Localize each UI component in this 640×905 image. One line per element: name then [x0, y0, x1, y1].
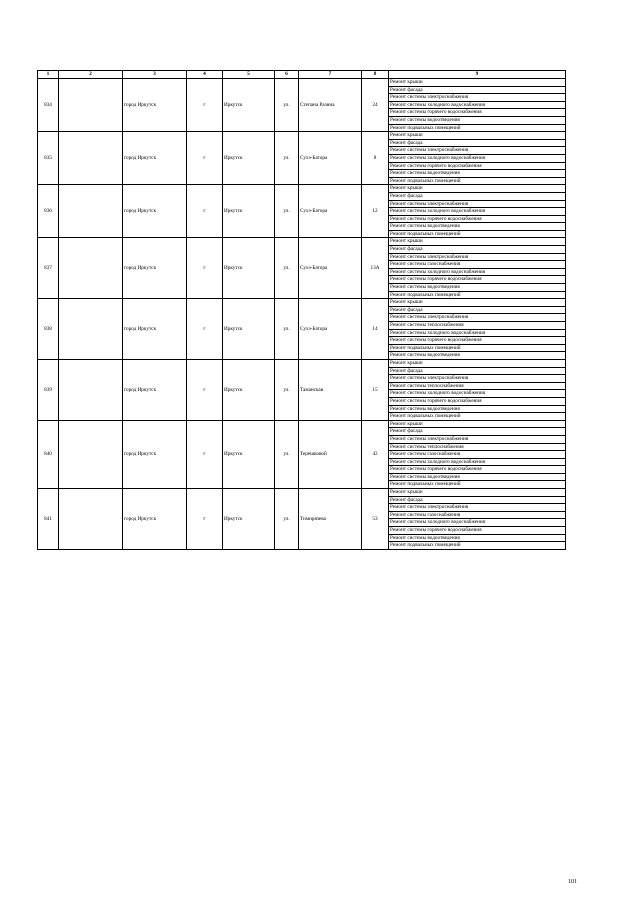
work-item: Ремонт системы горячего водоснабжения: [389, 215, 566, 223]
cell-c5: Иркутск: [223, 299, 275, 360]
work-item: Ремонт фасада: [389, 367, 566, 375]
cell-c7: Сухэ-Батора: [299, 238, 362, 299]
work-item: Ремонт системы электроснабжения: [389, 200, 566, 208]
cell-c7: Сухэ-Батора: [299, 299, 362, 360]
cell-c3: город Иркутск: [123, 185, 187, 238]
work-item: Ремонт системы электроснабжения: [389, 94, 566, 102]
cell-c5: Иркутск: [223, 79, 275, 132]
cell-c4: г: [187, 132, 223, 185]
cell-c2: [59, 359, 123, 420]
cell-c6: ул.: [275, 132, 299, 185]
cell-c4: г: [187, 185, 223, 238]
cell-c8: 24: [362, 79, 389, 132]
cell-c8: 13А: [362, 238, 389, 299]
cell-c6: ул.: [275, 299, 299, 360]
cell-c8: 12: [362, 185, 389, 238]
table-row: [38, 299, 566, 307]
cell-c3: город Иркутск: [123, 420, 187, 488]
work-item: Ремонт крыши: [389, 299, 566, 307]
work-item: Ремонт системы газоснабжения: [389, 261, 566, 269]
work-item: Ремонт системы холодного водоснабжения: [389, 458, 566, 466]
column-header: 9: [389, 71, 566, 79]
work-item: Ремонт подвальных помещений: [389, 542, 566, 550]
work-item: Ремонт подвальных помещений: [389, 124, 566, 132]
work-item: Ремонт фасада: [389, 86, 566, 94]
cell-c5: Иркутск: [223, 489, 275, 550]
cell-c7: Тимирязева: [299, 489, 362, 550]
cell-c2: [59, 132, 123, 185]
cell-c4: г: [187, 79, 223, 132]
cell-c3: город Иркутск: [123, 299, 187, 360]
cell-c7: Таманская: [299, 359, 362, 420]
work-item: Ремонт подвальных помещений: [389, 413, 566, 421]
work-item: Ремонт системы холодного водоснабжения: [389, 519, 566, 527]
cell-n: 838: [38, 299, 59, 360]
cell-c6: ул.: [275, 489, 299, 550]
work-item: Ремонт системы горячего водоснабжения: [389, 527, 566, 535]
work-item: Ремонт фасада: [389, 246, 566, 254]
cell-c6: ул.: [275, 79, 299, 132]
column-header: 2: [59, 71, 123, 79]
cell-n: 834: [38, 79, 59, 132]
cell-c5: Иркутск: [223, 359, 275, 420]
cell-c3: город Иркутск: [123, 238, 187, 299]
cell-c8: 42: [362, 420, 389, 488]
page-number: 101: [568, 879, 577, 885]
work-item: Ремонт фасада: [389, 496, 566, 504]
work-item: Ремонт системы электроснабжения: [389, 375, 566, 383]
cell-c2: [59, 420, 123, 488]
cell-c7: Сухэ-Батора: [299, 185, 362, 238]
work-item: Ремонт подвальных помещений: [389, 230, 566, 238]
cell-c3: город Иркутск: [123, 359, 187, 420]
work-item: Ремонт крыши: [389, 420, 566, 428]
column-header: 5: [223, 71, 275, 79]
cell-c8: 53: [362, 489, 389, 550]
cell-c2: [59, 238, 123, 299]
column-header: 6: [275, 71, 299, 79]
work-item: Ремонт системы теплоснабжения: [389, 443, 566, 451]
work-item: Ремонт системы газоснабжения: [389, 511, 566, 519]
work-item: Ремонт системы водоотведения: [389, 405, 566, 413]
work-item: Ремонт системы водоотведения: [389, 116, 566, 124]
work-item: Ремонт системы холодного водоснабжения: [389, 154, 566, 162]
cell-c6: ул.: [275, 238, 299, 299]
work-item: Ремонт фасада: [389, 192, 566, 200]
work-item: Ремонт подвальных помещений: [389, 344, 566, 352]
cell-c4: г: [187, 238, 223, 299]
cell-c8: 15: [362, 359, 389, 420]
cell-c7: Степана Разина: [299, 79, 362, 132]
cell-n: 841: [38, 489, 59, 550]
table-body: [38, 79, 566, 550]
work-item: Ремонт системы электроснабжения: [389, 147, 566, 155]
work-item: Ремонт системы электроснабжения: [389, 314, 566, 322]
cell-n: 840: [38, 420, 59, 488]
table-row: [38, 359, 566, 367]
cell-n: 839: [38, 359, 59, 420]
work-item: Ремонт системы теплоснабжения: [389, 322, 566, 330]
work-item: Ремонт системы водоотведения: [389, 284, 566, 292]
work-item: Ремонт системы водоотведения: [389, 170, 566, 178]
cell-c3: город Иркутск: [123, 79, 187, 132]
work-item: Ремонт подвальных помещений: [389, 177, 566, 185]
column-header: 3: [123, 71, 187, 79]
cell-c2: [59, 489, 123, 550]
work-item: Ремонт системы горячего водоснабжения: [389, 397, 566, 405]
work-item: Ремонт системы электроснабжения: [389, 504, 566, 512]
column-header: 1: [38, 71, 59, 79]
cell-c2: [59, 79, 123, 132]
cell-c7: Терешковой: [299, 420, 362, 488]
work-item: Ремонт системы водоотведения: [389, 223, 566, 231]
work-item: Ремонт подвальных помещений: [389, 291, 566, 299]
table-row: [38, 132, 566, 140]
cell-c6: ул.: [275, 185, 299, 238]
work-item: Ремонт системы электроснабжения: [389, 253, 566, 261]
cell-c5: Иркутск: [223, 420, 275, 488]
cell-c3: город Иркутск: [123, 132, 187, 185]
table-row: [38, 420, 566, 428]
cell-c8: 8: [362, 132, 389, 185]
column-header: 7: [299, 71, 362, 79]
work-item: Ремонт крыши: [389, 489, 566, 497]
cell-c7: Сухэ-Батора: [299, 132, 362, 185]
cell-c4: г: [187, 489, 223, 550]
work-item: Ремонт фасада: [389, 139, 566, 147]
work-item: Ремонт системы водоотведения: [389, 473, 566, 481]
work-item: Ремонт системы холодного водоснабжения: [389, 268, 566, 276]
work-item: Ремонт крыши: [389, 79, 566, 87]
work-item: Ремонт крыши: [389, 359, 566, 367]
table-row: [38, 238, 566, 246]
work-item: Ремонт системы холодного водоснабжения: [389, 390, 566, 398]
header-row: [38, 71, 566, 79]
cell-n: 837: [38, 238, 59, 299]
work-item: Ремонт системы холодного водоснабжения: [389, 101, 566, 109]
cell-c2: [59, 185, 123, 238]
cell-c6: ул.: [275, 420, 299, 488]
column-header: 4: [187, 71, 223, 79]
cell-c8: 14: [362, 299, 389, 360]
work-item: Ремонт фасада: [389, 306, 566, 314]
table-row: [38, 185, 566, 193]
cell-c4: г: [187, 420, 223, 488]
column-header: 8: [362, 71, 389, 79]
work-item: Ремонт системы холодного водоснабжения: [389, 329, 566, 337]
table-row: [38, 489, 566, 497]
cell-c5: Иркутск: [223, 132, 275, 185]
work-item: Ремонт подвальных помещений: [389, 481, 566, 489]
cell-n: 835: [38, 132, 59, 185]
work-item: Ремонт крыши: [389, 238, 566, 246]
work-item: Ремонт фасада: [389, 428, 566, 436]
work-item: Ремонт системы водоотведения: [389, 352, 566, 360]
table-row: [38, 79, 566, 87]
cell-c2: [59, 299, 123, 360]
cell-c4: г: [187, 299, 223, 360]
work-item: Ремонт системы горячего водоснабжения: [389, 337, 566, 345]
work-item: Ремонт системы горячего водоснабжения: [389, 109, 566, 117]
work-item: Ремонт системы теплоснабжения: [389, 382, 566, 390]
cell-n: 836: [38, 185, 59, 238]
repair-plan-table: [37, 70, 566, 550]
cell-c3: город Иркутск: [123, 489, 187, 550]
work-item: Ремонт системы холодного водоснабжения: [389, 208, 566, 216]
work-item: Ремонт системы горячего водоснабжения: [389, 276, 566, 284]
work-item: Ремонт системы электроснабжения: [389, 435, 566, 443]
cell-c5: Иркутск: [223, 238, 275, 299]
cell-c6: ул.: [275, 359, 299, 420]
work-item: Ремонт крыши: [389, 132, 566, 140]
work-item: Ремонт системы водоотведения: [389, 534, 566, 542]
cell-c4: г: [187, 359, 223, 420]
work-item: Ремонт крыши: [389, 185, 566, 193]
work-item: Ремонт системы горячего водоснабжения: [389, 466, 566, 474]
cell-c5: Иркутск: [223, 185, 275, 238]
work-item: Ремонт системы газоснабжения: [389, 451, 566, 459]
work-item: Ремонт системы горячего водоснабжения: [389, 162, 566, 170]
